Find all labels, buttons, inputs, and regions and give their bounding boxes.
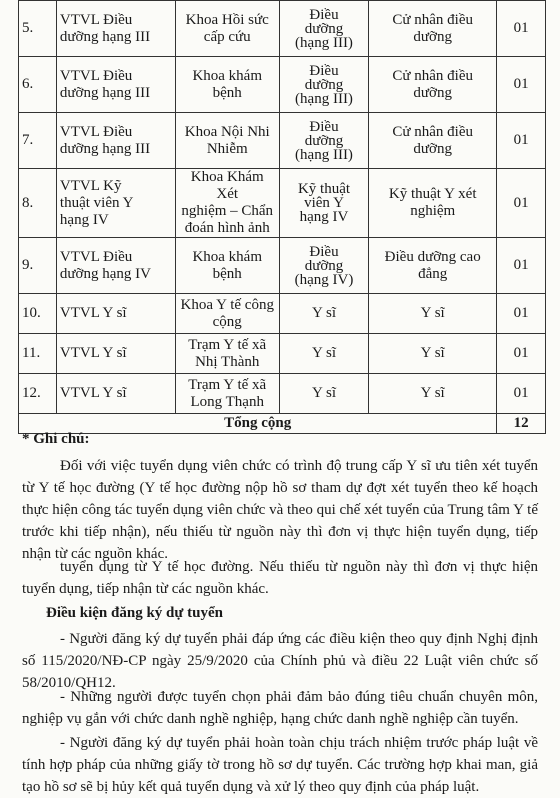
- rank-cell-line: Kỹ thuật: [297, 181, 351, 197]
- position-cell-line: VTVL Y sĩ: [59, 305, 127, 321]
- total-count: 12: [497, 414, 546, 434]
- department-cell-line: Khoa Hồi sức: [185, 11, 269, 28]
- table-row: [19, 169, 546, 238]
- department-cell-line: Trạm Y tế xã: [188, 336, 267, 353]
- rank-cell-line: Y sĩ: [311, 385, 336, 401]
- rank-cell-line: hạng IV: [299, 209, 349, 225]
- row-number: 11.: [19, 334, 57, 374]
- department-cell: [175, 57, 279, 113]
- position-cell: [56, 1, 175, 57]
- position-cell: [56, 294, 175, 334]
- department-cell-line: cộng: [212, 313, 242, 330]
- department-cell: [175, 113, 279, 169]
- row-number: 8.: [19, 169, 57, 238]
- note-paragraph-1: Đối với việc tuyển dụng viên chức có trình độ trung cấp Y sĩ ưu tiên xét tuyển từ Y tế học đường (Y tế học đường nộp hồ sơ tham dự đợt xét tuyển theo kế hoạch thực hiện công tác tuyển dụng viên chức và theo qui chế xét tuyển của Trung tâm Y tế trước khi tiếp nhận), nếu thiếu từ nguồn này thì đơn vị thực hiện tuyển dụng, tiếp nhận từ các nguồn khác.: [22, 458, 538, 562]
- position-cell: [56, 374, 175, 414]
- rank-cell: [279, 374, 368, 414]
- department-cell-line: Khoa Y tế công: [180, 296, 274, 313]
- qualification-cell-line: Y sĩ: [420, 385, 445, 401]
- department-cell-line: Khoa Nội Nhi: [184, 123, 270, 140]
- department-cell-line: bệnh: [212, 84, 242, 101]
- rank-cell-line: viên Y: [304, 195, 344, 211]
- rank-cell-line: Điều: [309, 118, 339, 135]
- position-cell: [56, 238, 175, 294]
- conditions-paragraph-2: - Những người được tuyển chọn phải đảm bảo đúng tiêu chuẩn chuyên môn, nghiệp vụ gắn với chức danh nghề nghiệp, hạng chức danh nghề nghiệp cần tuyển.: [22, 689, 538, 727]
- rank-cell: [279, 238, 368, 294]
- table-body: [19, 1, 546, 414]
- rank-cell: [279, 294, 368, 334]
- table-row: [19, 57, 546, 113]
- position-cell-line: dưỡng hạng IV: [59, 265, 151, 282]
- qualification-cell-line: dưỡng: [413, 28, 452, 45]
- position-cell-line: dưỡng hạng III: [59, 84, 151, 101]
- department-cell: [175, 1, 279, 57]
- rank-cell-line: Y sĩ: [311, 345, 336, 361]
- department-cell: [175, 374, 279, 414]
- department-cell-line: cấp cứu: [203, 28, 251, 45]
- position-cell-line: VTVL Y sĩ: [59, 385, 127, 401]
- qualification-cell: [369, 238, 497, 294]
- rank-cell-line: Điều: [309, 62, 339, 79]
- qualification-cell: [369, 1, 497, 57]
- department-cell-line: Khoa khám: [192, 67, 263, 84]
- qualification-cell-line: nghiệm: [410, 203, 456, 219]
- rank-cell: [279, 334, 368, 374]
- note-heading: * Ghi chú:: [22, 431, 90, 447]
- table-row: [19, 1, 546, 57]
- department-cell-line: Khoa khám: [192, 248, 263, 265]
- conditions-paragraph-1: - Người đăng ký dự tuyển phải đáp ứng các điều kiện theo quy định Nghị định số 115/2020/NĐ-CP ngày 25/9/2020 của Chính phủ và điều 22 Luật viên chức số 58/2010/QH12.: [22, 631, 538, 691]
- rank-cell-line: dưỡng: [304, 20, 344, 37]
- qualification-cell: [369, 334, 497, 374]
- rank-cell-line: dưỡng: [304, 76, 344, 93]
- rank-cell-line: (hạng III): [295, 34, 353, 51]
- qualification-cell-line: Điều dưỡng cao: [384, 248, 481, 265]
- qualification-cell: [369, 57, 497, 113]
- row-number: 5.: [19, 1, 57, 57]
- rank-cell-line: (hạng IV): [294, 271, 354, 288]
- department-cell: [175, 334, 279, 374]
- department-cell: [175, 169, 279, 238]
- note-paragraph-2: tuyển dụng từ Y tế học đường. Nếu thiếu từ nguồn này thì đơn vị thực hiện tuyển dụng, tiếp nhận từ các nguồn khác.: [22, 559, 538, 597]
- position-cell: [56, 113, 175, 169]
- table-row: [19, 238, 546, 294]
- count-cell: 01: [497, 238, 546, 294]
- row-number: 6.: [19, 57, 57, 113]
- department-cell: [175, 294, 279, 334]
- qualification-cell-line: đẳng: [418, 265, 448, 282]
- rank-cell: [279, 113, 368, 169]
- rank-cell-line: (hạng III): [295, 146, 353, 163]
- qualification-cell: [369, 113, 497, 169]
- qualification-cell-line: dưỡng: [413, 84, 452, 101]
- position-cell-line: VTVL Điều: [59, 123, 133, 140]
- rank-cell-line: dưỡng: [304, 132, 344, 149]
- rank-cell-line: dưỡng: [304, 257, 344, 274]
- rank-cell-line: Y sĩ: [311, 305, 336, 321]
- department-cell-line: Nhiễm: [206, 140, 248, 157]
- count-cell: 01: [497, 334, 546, 374]
- count-cell: 01: [497, 169, 546, 238]
- rank-cell: [279, 169, 368, 238]
- count-cell: 01: [497, 113, 546, 169]
- position-cell-line: dưỡng hạng III: [59, 140, 151, 157]
- conditions-heading: Điều kiện đăng ký dự tuyển: [46, 605, 223, 621]
- rank-cell-line: (hạng III): [295, 90, 353, 107]
- qualification-cell-line: Cử nhân điều: [392, 67, 473, 84]
- qualification-cell-line: Cử nhân điều: [392, 11, 473, 28]
- table-row: [19, 374, 546, 414]
- position-cell-line: VTVL Điều: [59, 67, 133, 84]
- table-row: [19, 113, 546, 169]
- qualification-cell-line: Kỹ thuật Y xét: [388, 186, 477, 202]
- row-number: 9.: [19, 238, 57, 294]
- row-number: 10.: [19, 294, 57, 334]
- position-cell-line: VTVL Điều: [59, 11, 133, 28]
- recruitment-table: [18, 0, 546, 434]
- position-cell: [56, 169, 175, 238]
- count-cell: 01: [497, 1, 546, 57]
- qualification-cell: [369, 169, 497, 238]
- rank-cell: [279, 57, 368, 113]
- rank-cell-line: Điều: [309, 243, 339, 260]
- position-cell: [56, 334, 175, 374]
- department-cell-line: Trạm Y tế xã: [188, 376, 267, 393]
- department-cell-line: đoán hình ảnh: [184, 220, 270, 236]
- qualification-cell-line: Y sĩ: [420, 345, 445, 361]
- conditions-paragraph-3: - Người đăng ký dự tuyển phải hoàn toàn chịu trách nhiệm trước pháp luật về tính hợp pháp của những giấy tờ trong hồ sơ dự tuyển. Các trường hợp khai man, giả tạo hồ sơ sẽ bị hủy kết quả tuyển dụng và xử lý theo quy định của pháp luật.: [22, 735, 538, 795]
- position-cell: [56, 57, 175, 113]
- qualification-cell-line: Cử nhân điều: [392, 123, 473, 140]
- department-cell-line: bệnh: [212, 265, 242, 282]
- row-number: 7.: [19, 113, 57, 169]
- total-label: Tổng cộng: [19, 414, 497, 434]
- position-cell-line: hạng IV: [59, 211, 109, 228]
- qualification-cell-line: Y sĩ: [420, 305, 445, 321]
- rank-cell-line: Điều: [309, 6, 339, 23]
- position-cell-line: dưỡng hạng III: [59, 28, 151, 45]
- rank-cell: [279, 1, 368, 57]
- qualification-cell: [369, 374, 497, 414]
- count-cell: 01: [497, 374, 546, 414]
- count-cell: 01: [497, 57, 546, 113]
- department-cell-line: Nhị Thành: [195, 353, 260, 370]
- department-cell-line: nghiệm – Chẩn: [181, 203, 274, 219]
- position-cell-line: VTVL Y sĩ: [59, 345, 127, 361]
- count-cell: 01: [497, 294, 546, 334]
- qualification-cell-line: dưỡng: [413, 140, 452, 157]
- qualification-cell: [369, 294, 497, 334]
- department-cell: [175, 238, 279, 294]
- position-cell-line: VTVL Kỹ: [59, 177, 122, 194]
- table-row: [19, 294, 546, 334]
- position-cell-line: thuật viên Y: [59, 194, 134, 211]
- position-cell-line: VTVL Điều: [59, 248, 133, 265]
- table-row: [19, 334, 546, 374]
- department-cell-line: Long Thạnh: [190, 393, 264, 410]
- department-cell-line: Khoa Khám Xét: [190, 169, 264, 202]
- row-number: 12.: [19, 374, 57, 414]
